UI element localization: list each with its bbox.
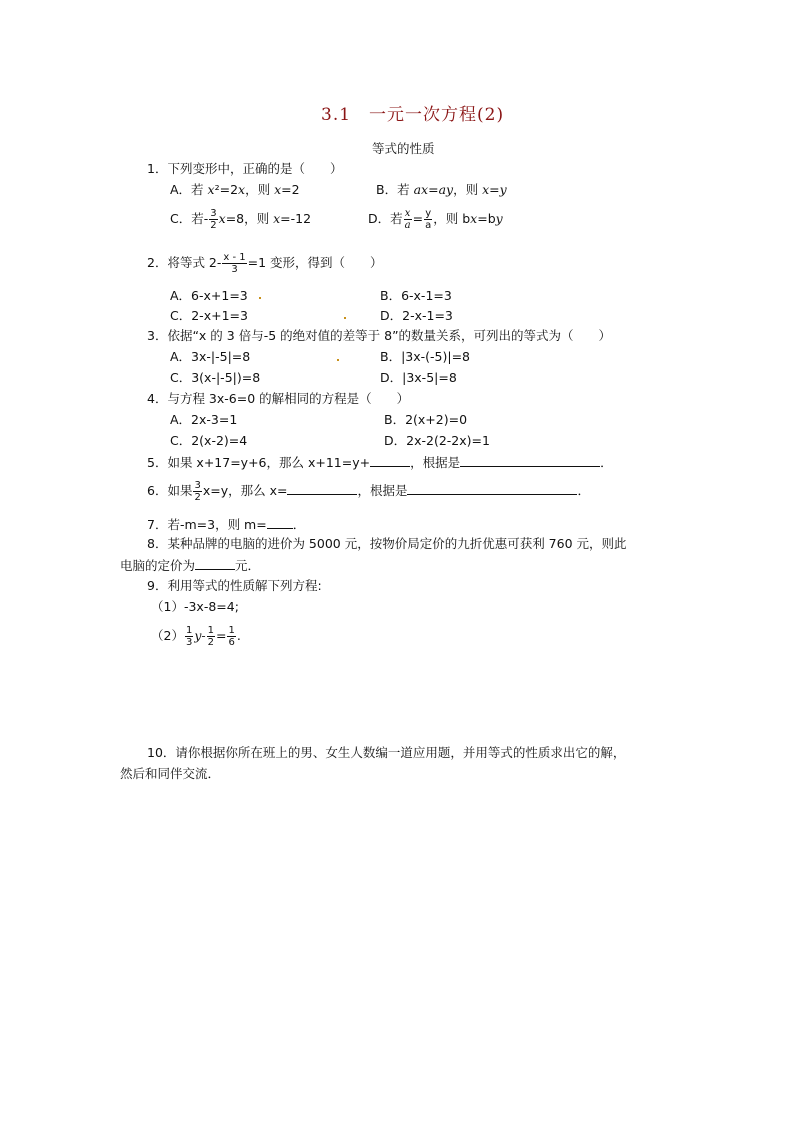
q2-stem: 2．将等式 2- $\frac{x - 1}{3}$ =1 变形，得到（ ） <box>147 252 383 275</box>
q5-line: 5．如果 x+17=y+6，那么 x+11=y+ ，根据是 ． <box>147 455 613 470</box>
answer-blank <box>195 557 235 570</box>
q10-line1: 10．请你根据你所在班上的男、女生人数编一道应用题，并用等式的性质求出它的解， <box>147 745 626 760</box>
q3-stem: 3．依据“x 的 3 倍与-5 的绝对值的差等于 8”的数量关系，可列出的等式为（ ） <box>147 328 612 343</box>
q3-option-d: D．|3x-5|=8 <box>380 370 457 385</box>
q3-option-c: C．3(x-|-5|)=8 <box>170 370 261 385</box>
q3-option-a: A．3x-|-5|=8 <box>170 349 251 364</box>
answer-blank <box>460 454 600 467</box>
q1-option-a: A．若 x²=2x，则 x=2 <box>170 182 300 197</box>
q4-option-d: D．2x-2(2-2x)=1 <box>384 433 490 448</box>
q1-option-d: D．若 $\frac{x}{a}$ = $\frac{y}{a}$ ，则 bx=by <box>368 208 503 231</box>
q8-line2: 电脑的定价为 元． <box>120 558 261 573</box>
q6-line: 6．如果 $\frac{3}{2}$ x=y，那么 x= ，根据是 ． <box>147 480 590 503</box>
q2-option-a: A．6-x+1=3 <box>170 288 248 303</box>
fraction: $\frac{1}{2}$ <box>207 625 214 648</box>
q4-option-a: A．2x-3=1 <box>170 412 238 427</box>
fraction: $\frac{1}{3}$ <box>185 625 193 648</box>
q4-stem: 4．与方程 3x-6=0 的解相同的方程是（ ） <box>147 391 410 406</box>
fraction: $\frac{y}{a}$ <box>425 208 432 231</box>
answer-blank <box>370 454 410 467</box>
q4-option-c: C．2(x-2)=4 <box>170 433 248 448</box>
q2-option-b: B．6-x-1=3 <box>380 288 452 303</box>
page-subtitle: 等式的性质 <box>372 141 435 156</box>
q3-option-b: B．|3x-(-5)|=8 <box>380 349 471 364</box>
q9-stem: 9．利用等式的性质解下列方程: <box>147 578 322 593</box>
stray-dot <box>344 317 346 319</box>
q10-line2: 然后和同伴交流． <box>120 766 221 781</box>
q2-option-c: C．2-x+1=3 <box>170 308 248 323</box>
q4-option-b: B．2(x+2)=0 <box>384 412 468 427</box>
stray-dot <box>337 359 339 361</box>
q1-option-c: C．若- $\frac{3}{2}$ x=8，则 x=-12 <box>170 208 312 231</box>
answer-blank <box>407 482 577 495</box>
q1-option-b: B．若 ax=ay，则 x=y <box>376 182 507 197</box>
fraction: $\frac{3}{2}$ <box>210 208 217 231</box>
fraction: $\frac{x - 1}{3}$ <box>223 252 246 275</box>
fraction: $\frac{3}{2}$ <box>194 480 201 503</box>
q9-part1: （1）-3x-8=4; <box>151 599 239 614</box>
answer-blank <box>287 482 357 495</box>
q8-line1: 8．某种品牌的电脑的进价为 5000 元，按物价局定价的九折优惠可获利 760 元，则此 <box>147 536 627 551</box>
q2-option-d: D．2-x-1=3 <box>380 308 453 323</box>
answer-blank <box>267 516 293 529</box>
fraction: $\frac{x}{a}$ <box>404 208 411 231</box>
stray-dot <box>259 297 261 299</box>
q9-part2: （2） $\frac{1}{3}$ y- $\frac{1}{2}$ = $\frac{1}{6}$ . <box>151 625 241 648</box>
q7-line: 7．若-m=3，则 m= ． <box>147 517 306 532</box>
page-title: 3.1 一元一次方程(2) <box>321 105 505 125</box>
fraction: $\frac{1}{6}$ <box>228 625 235 648</box>
q1-stem: 1．下列变形中，正确的是（ ） <box>147 161 343 176</box>
